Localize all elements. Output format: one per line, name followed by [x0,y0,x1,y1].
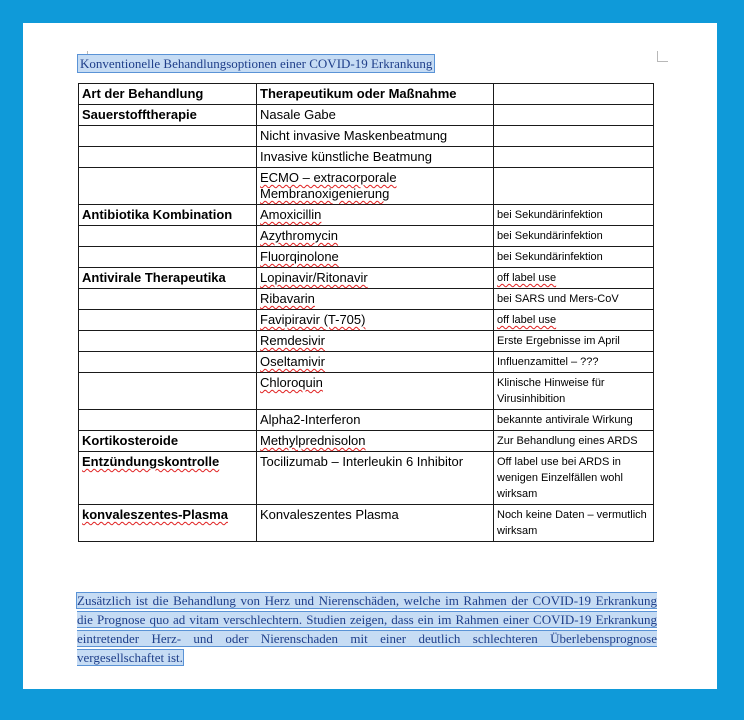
cell-note[interactable]: Zur Behandlung eines ARDS [494,431,654,452]
therapy-text: Methylprednisolon [260,433,366,448]
cell-category[interactable] [79,452,257,505]
cell-category[interactable] [79,310,257,331]
cell-therapy[interactable]: Nasale Gabe [257,105,494,126]
cell-category[interactable]: Antibiotika Kombination [79,205,257,226]
table-row [79,410,654,431]
therapy-text: Oseltamivir [260,354,326,369]
cell-note[interactable]: Klinische Hinweise für Virusinhibition [494,373,654,410]
cell-therapy[interactable] [257,205,494,226]
therapy-text: Ribavarin [260,291,315,306]
paragraph-text: Zusätzlich ist die Behandlung von Herz und Nierenschäden, welche im Rahmen der COVID-19 Erkrankung die Prognose quo ad vitam verschlechtern. Studien zeigen, dass ein im Rahmen einer COVID-19 Erkrankung eintretender Herz- und oder Nierenschaden mit einer deutlich schlechteren Überlebensprognose vergesellschaftet ist. [77,593,657,665]
cell-note[interactable] [494,126,654,147]
cell-therapy[interactable]: Invasive künstliche Beatmung [257,147,494,168]
category-text: konvaleszentes-Plasma [82,507,228,522]
cell-note[interactable]: bekannte antivirale Wirkung [494,410,654,431]
therapy-table[interactable] [78,83,654,542]
therapy-text: Chloroquin [260,375,323,390]
cell-category[interactable] [79,126,257,147]
table-row [79,431,654,452]
cell-note[interactable]: bei SARS und Mers-CoV [494,289,654,310]
table-row [79,247,654,268]
cell-note[interactable]: Erste Ergebnisse im April [494,331,654,352]
table-row [79,452,654,505]
cell-therapy[interactable] [257,247,494,268]
cell-note[interactable]: Noch keine Daten – vermutlich wirksam [494,505,654,542]
header-category[interactable]: Art der Behandlung [79,84,257,105]
cell-category[interactable] [79,289,257,310]
table-row [79,289,654,310]
cell-therapy[interactable] [257,289,494,310]
table-header-row [79,84,654,105]
header-note[interactable] [494,84,654,105]
cell-note[interactable] [494,310,654,331]
cell-category[interactable]: Kortikosteroide [79,431,257,452]
cell-therapy[interactable] [257,431,494,452]
table-row [79,352,654,373]
cell-note[interactable]: bei Sekundärinfektion [494,205,654,226]
cell-therapy[interactable]: Nicht invasive Maskenbeatmung [257,126,494,147]
cell-category[interactable] [79,352,257,373]
table-row [79,505,654,542]
cell-therapy[interactable] [257,352,494,373]
cell-therapy[interactable]: ECMO – extracorporale Membranoxigenierung [257,168,494,205]
cell-therapy[interactable]: Konvaleszentes Plasma [257,505,494,542]
cell-category[interactable] [79,331,257,352]
body-paragraph[interactable] [77,591,657,667]
cell-therapy[interactable] [257,373,494,410]
cell-category[interactable] [79,373,257,410]
cell-note[interactable] [494,168,654,205]
table-row [79,105,654,126]
therapy-text: Amoxicillin [260,207,322,222]
page-margin-corner-top-right [657,51,668,62]
cell-note[interactable]: bei Sekundärinfektion [494,226,654,247]
cell-therapy[interactable] [257,226,494,247]
cell-category[interactable] [79,410,257,431]
table-row [79,168,654,205]
cell-category[interactable] [79,168,257,205]
therapy-text: Lopinavir/Ritonavir [260,270,368,285]
table-row [79,331,654,352]
therapy-text: Azythromycin [260,228,339,243]
cell-therapy[interactable] [257,268,494,289]
document-page[interactable] [23,23,717,689]
table-row [79,126,654,147]
cell-category[interactable]: Sauerstofftherapie [79,105,257,126]
header-therapy[interactable]: Therapeutikum oder Maßnahme [257,84,494,105]
cell-category[interactable] [79,247,257,268]
category-text: Entzündungskontrolle [82,454,220,469]
therapy-text: Remdesivir [260,333,326,348]
table-row [79,310,654,331]
table-row [79,226,654,247]
cell-note[interactable] [494,147,654,168]
therapy-text: Fluorqinolone [260,249,339,264]
cell-therapy[interactable]: Tocilizumab – Interleukin 6 Inhibitor [257,452,494,505]
note-text: off label use [497,314,557,326]
therapy-text: Favipiravir (T-705) [260,312,366,327]
table-row [79,373,654,410]
cell-category[interactable] [79,505,257,542]
table-row [79,205,654,226]
cell-therapy[interactable]: Alpha2-Interferon [257,410,494,431]
note-text: off label use [497,272,557,284]
cell-therapy[interactable] [257,310,494,331]
cell-category[interactable] [79,147,257,168]
cell-note[interactable]: Influenzamittel – ??? [494,352,654,373]
cell-category[interactable] [79,226,257,247]
cell-note[interactable] [494,268,654,289]
cell-category[interactable]: Antivirale Therapeutika [79,268,257,289]
cell-note[interactable]: bei Sekundärinfektion [494,247,654,268]
cell-therapy[interactable] [257,331,494,352]
table-row [79,268,654,289]
cell-note[interactable] [494,105,654,126]
document-title[interactable]: Konventionelle Behandlungsoptionen einer COVID-19 Erkrankung [77,54,435,73]
cell-note[interactable]: Off label use bei ARDS in wenigen Einzelfällen wohl wirksam [494,452,654,505]
table-row [79,147,654,168]
